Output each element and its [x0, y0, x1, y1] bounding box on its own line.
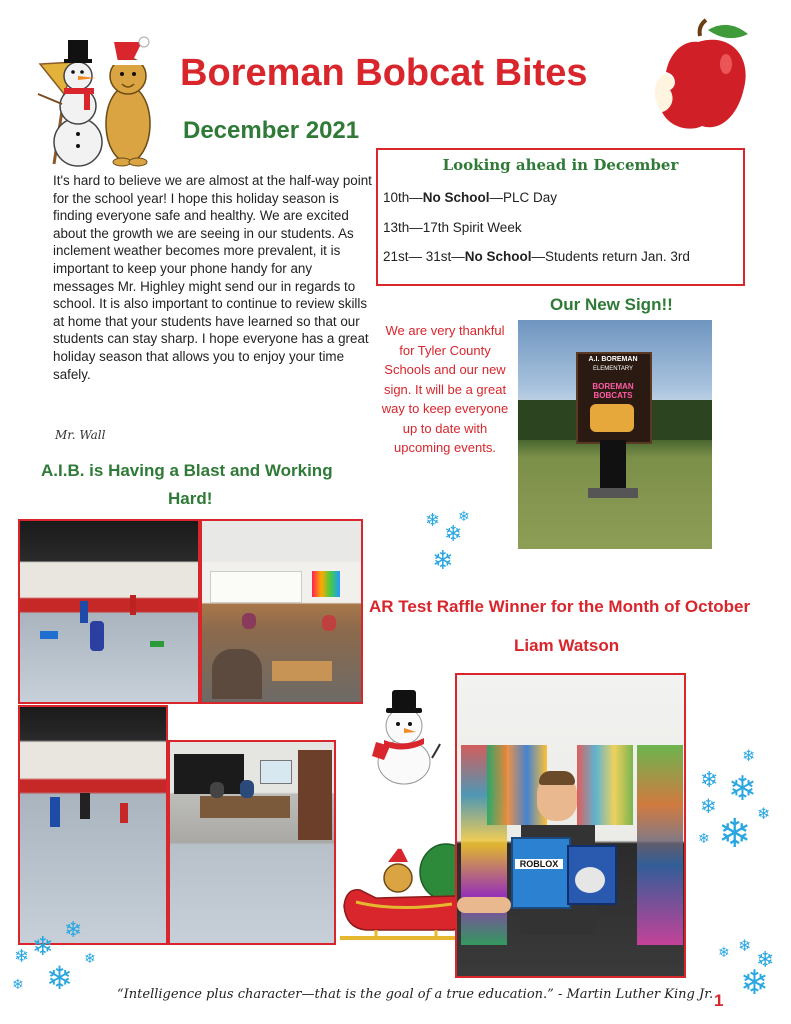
aib-gym-photo-2	[18, 705, 168, 945]
page-number: 1	[714, 991, 724, 1010]
sign-board-top: A.I. BOREMAN	[588, 356, 638, 363]
snowflake-icon: ❄	[432, 546, 454, 576]
ahead-item-bold: No School	[464, 249, 532, 264]
snowflake-icon: ❄	[32, 932, 54, 962]
book-title: ROBLOX	[515, 859, 563, 869]
snowflake-icon: ❄	[444, 522, 463, 547]
snowflake-icon: ❄	[738, 936, 752, 955]
snowflake-icon: ❄	[458, 509, 470, 525]
ahead-item-text: 21st— 31st—	[383, 249, 465, 264]
snowman-bobcat-icon	[26, 34, 166, 169]
ahead-item	[383, 220, 522, 235]
snowflake-icon: ❄	[757, 804, 771, 823]
snowflake-icon: ❄	[698, 831, 710, 847]
ahead-item	[383, 249, 690, 264]
newsletter-date: December 2021	[183, 117, 360, 144]
snowflake-icon: ❄	[14, 946, 30, 967]
ahead-item-text: —Students return Jan. 3rd	[531, 249, 690, 264]
raffle-title: AR Test Raffle Winner for the Month of October	[369, 597, 751, 616]
snowflake-icon: ❄	[728, 769, 757, 809]
snowflake-icon: ❄	[756, 948, 775, 973]
snowflake-icon: ❄	[425, 510, 441, 531]
snowflake-icon: ❄	[46, 959, 73, 997]
ahead-item-text: —PLC Day	[489, 190, 558, 205]
sign-board-bottom: BOREMAN BOBCATS	[592, 382, 634, 400]
raffle-winner-photo	[455, 673, 686, 978]
snowflake-icon: ❄	[718, 945, 730, 961]
new-sign-photo	[518, 320, 712, 549]
letter-signature: Mr. Wall	[55, 428, 106, 442]
aib-gym-photo-1	[18, 519, 200, 704]
letter-paragraph: It's hard to believe we are almost at the half-way point for the school year! I hope this holiday season is finding everyone safe and healthy. We are excited about the growth we are seeing in our students. As inclement weather becomes more prevalent, it is important to keep your phone handy for any messages Mr. Highley might send our in regards to school. It is also important to continue to review skills at home that your students have learned so that our students can stay sharp. I hope everyone has a great holiday season that allows you to enjoy your time safely.	[53, 173, 372, 382]
snowflake-icon: ❄	[12, 977, 24, 993]
snowflake-icon: ❄	[740, 963, 769, 1003]
aib-classroom-photo-2	[168, 740, 336, 945]
snowflake-icon: ❄	[700, 768, 719, 793]
snowman-icon	[362, 688, 442, 788]
ahead-item-bold: No School	[422, 190, 490, 205]
footer-quote: “Intelligence plus character—that is the goal of a true education.” - Martin Luther King Jr.	[117, 987, 714, 1002]
ahead-item-text: 10th—	[383, 190, 423, 205]
snowflake-icon: ❄	[84, 951, 96, 967]
snowflake-icon: ❄	[700, 794, 717, 818]
apple-icon	[640, 16, 755, 136]
snowflake-icon: ❄	[718, 811, 752, 857]
ahead-item	[383, 190, 557, 205]
raffle-winner-name: Liam Watson	[514, 636, 620, 655]
newsletter-title: Boreman Bobcat Bites	[180, 52, 588, 94]
new-sign-text: We are very thankful for Tyler County Schools and our new sign. It will be a great way to keep everyone up to date with upcoming events.	[381, 323, 509, 455]
aib-heading-line2: Hard!	[168, 489, 213, 508]
snowflake-icon: ❄	[742, 746, 756, 765]
snowflake-icon: ❄	[64, 918, 83, 943]
aib-heading-line1: A.I.B. is Having a Blast and Working	[41, 461, 333, 480]
aib-classroom-photo-1	[200, 519, 363, 704]
new-sign-heading: Our New Sign!!	[550, 295, 673, 314]
principal-letter	[53, 172, 373, 383]
looking-ahead-title: Looking ahead in December	[442, 156, 679, 174]
sign-board-mid: ELEMENTARY	[592, 366, 634, 372]
ahead-item-text: 13th—17th Spirit Week	[383, 220, 522, 235]
